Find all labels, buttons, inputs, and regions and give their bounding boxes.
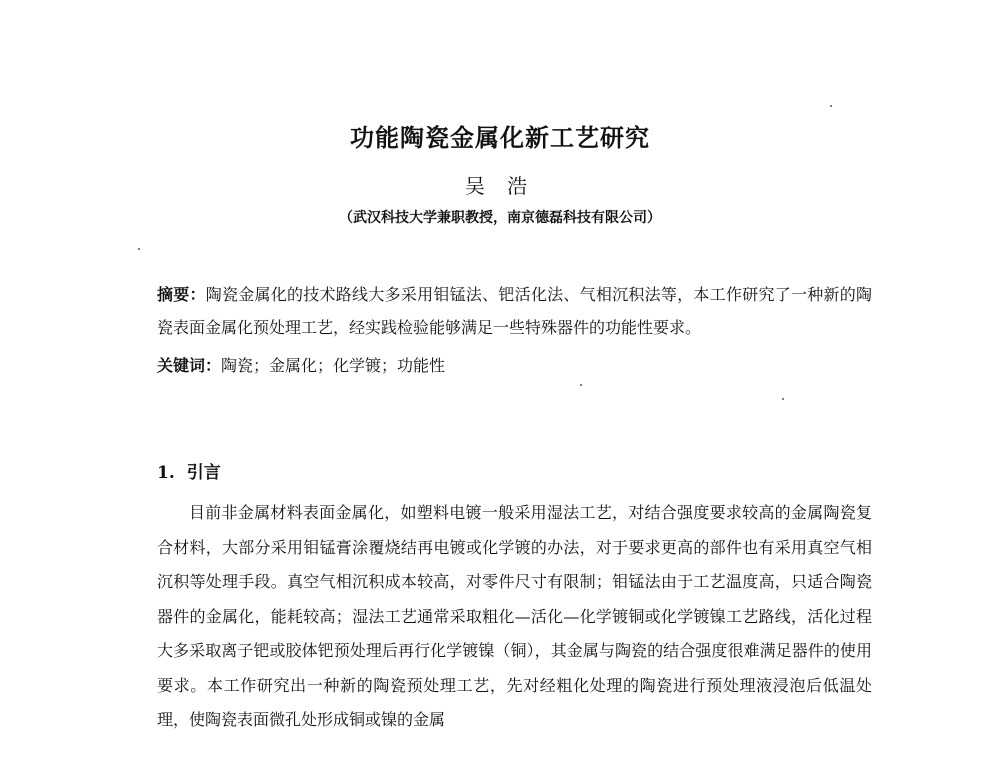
abstract-text: 陶瓷金属化的技术路线大多采用钼锰法、钯活化法、气相沉积法等，本工作研究了一种新的陶瓷表面金属化预处理工艺，经实践检验能够满足一些特殊器件的功能性要求。 <box>157 285 872 337</box>
section-title: 引言 <box>186 463 221 483</box>
scan-speck <box>830 105 832 107</box>
scan-speck <box>138 248 140 250</box>
abstract <box>157 278 872 344</box>
scan-speck <box>580 384 582 386</box>
section-body: 目前非金属材料表面金属化，如塑料电镀一般采用湿法工艺，对结合强度要求较高的金属陶瓷复合材料，大部分采用钼锰膏涂覆烧结再电镀或化学镀的办法，对于要求更高的部件也有采用真空气相沉积等处理手段。真空气相沉积成本较高，对零件尺寸有限制；钼锰法由于工艺温度高，只适合陶瓷器件的金属化，能耗较高；湿法工艺通常采取粗化—活化—化学镀铜或化学镀镍工艺路线，活化过程大多采取离子钯或胶体钯预处理后再行化学镀镍（铜），其金属与陶瓷的结合强度很难满足器件的使用要求。本工作研究出一种新的陶瓷预处理工艺，先对经粗化处理的陶瓷进行预处理液浸泡后低温处理，使陶瓷表面微孔处形成铜或镍的金属 <box>157 503 872 729</box>
keywords <box>157 349 872 382</box>
author-affiliation: （武汉科技大学兼职教授，南京德磊科技有限公司） <box>339 210 661 226</box>
abstract-label: 摘要： <box>157 285 206 304</box>
keywords-text: 陶瓷；金属化；化学镀；功能性 <box>221 356 446 375</box>
scan-speck <box>782 398 784 400</box>
section-number: 1. <box>157 463 175 483</box>
keywords-label: 关键词： <box>157 356 222 375</box>
author-name: 吴 浩 <box>464 174 536 198</box>
section-heading <box>157 458 221 483</box>
paper-title: 功能陶瓷金属化新工艺研究 <box>350 123 650 152</box>
